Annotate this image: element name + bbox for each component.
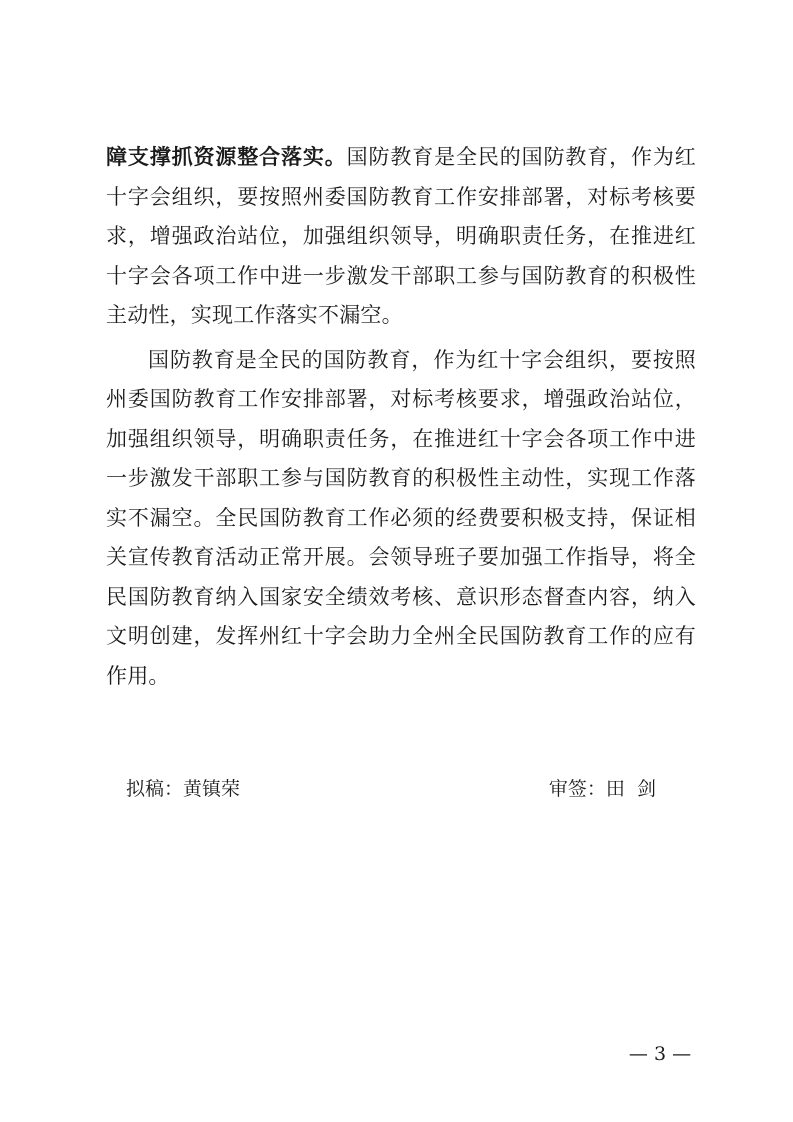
drafter-label: 拟稿：黄镇荣 [126, 778, 241, 800]
approver-label: 审签：田 剑 [548, 778, 656, 800]
paragraph-1-text: 国防教育是全民的国防教育，作为红十字会组织，要按照州委国防教育工作安排部署，对标考核要求，增强政治站位，加强组织领导，明确职责任务，在推进红十字会各项工作中进一步激发干部职工参与国防教育的积极性主动性，实现工作落实不漏空。 [106, 145, 697, 327]
paragraph-1 [106, 137, 696, 336]
page-number: — 3 — [628, 1043, 692, 1065]
document-body [106, 137, 696, 696]
paragraph-2: 国防教育是全民的国防教育，作为红十字会组织，要按照州委国防教育工作安排部署，对标考核要求，增强政治站位，加强组织领导，明确职责任务，在推进红十字会各项工作中进一步激发干部职工参与国防教育的积极性主动性，实现工作落实不漏空。全民国防教育工作必须的经费要积极支持，保证相关宣传教育活动正常开展。会领导班子要加强工作指导，将全民国防教育纳入国家安全绩效考核、意识形态督查内容，纳入文明创建，发挥州红十字会助力全州全民国防教育工作的应有作用。 [106, 347, 696, 688]
paragraph-1-bold-lead: 障支撑抓资源整合落实。 [106, 144, 347, 169]
signoff-line [126, 774, 686, 804]
